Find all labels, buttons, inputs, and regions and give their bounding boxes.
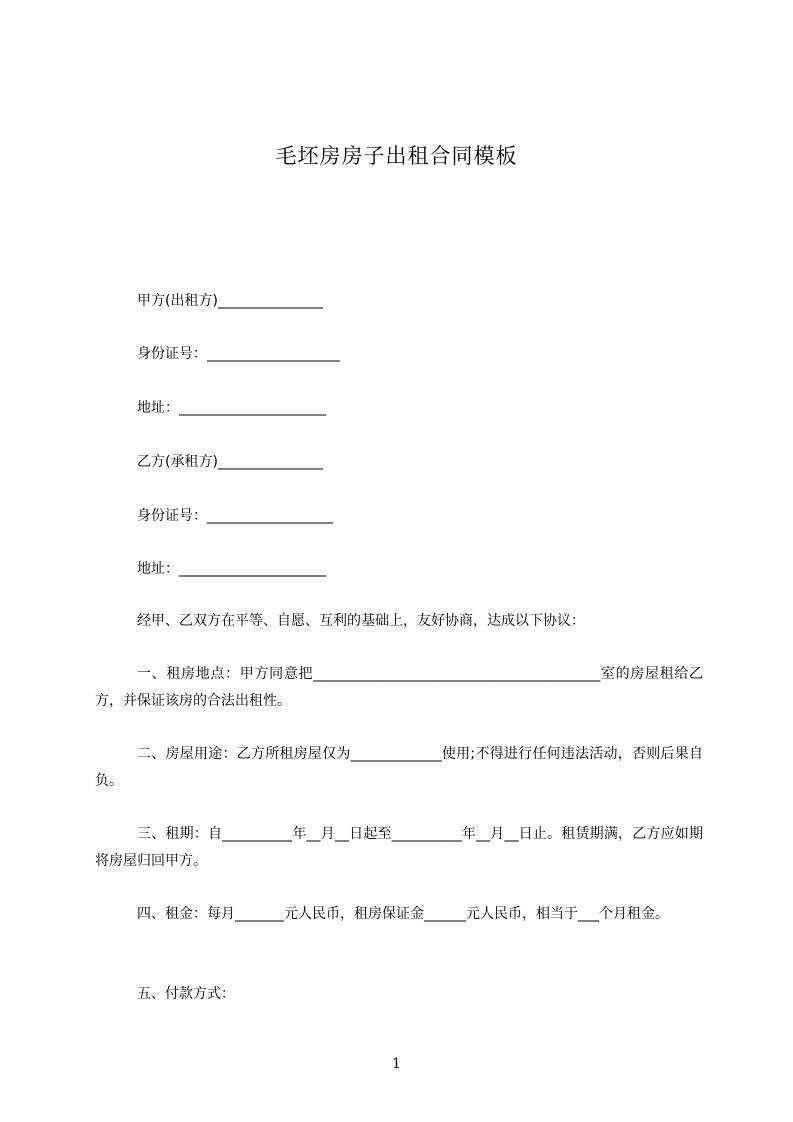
party-b-address-line: 地址：_____________________ [137,561,326,577]
page-number: 1 [392,1056,401,1072]
party-a-address-line: 地址：_____________________ [137,400,326,416]
party-a-line: 甲方(出租方)_______________ [137,293,323,309]
document-title: 毛坯房房子出租合同模板 [275,144,518,168]
party-b-line: 乙方(承租方)_______________ [137,454,323,470]
clause-location: 一、租房地点：甲方同意把_________________________________________室的房屋租给乙方，并保证该房的合法出租性。 [95,666,703,709]
clause-usage: 二、房屋用途：乙方所租房屋仅为_____________使用;不得进行任何违法活动，否则后果自负。 [95,746,703,789]
clause-payment: 五、付款方式： [137,986,235,1002]
clause-rent: 四、租金：每月_______元人民币，租房保证金______元人民币，相当于___个月租金。 [137,906,669,922]
party-b-id-line: 身份证号：__________________ [137,508,333,524]
party-a-id-line: 身份证号：___________________ [137,346,340,362]
agreement-intro: 经甲、乙双方在平等、自愿、互利的基础上，友好协商，达成以下协议： [137,613,585,629]
clause-term: 三、租期：自__________年__月__日起至__________年__月__日止。租赁期满，乙方应如期将房屋归回甲方。 [95,826,703,869]
